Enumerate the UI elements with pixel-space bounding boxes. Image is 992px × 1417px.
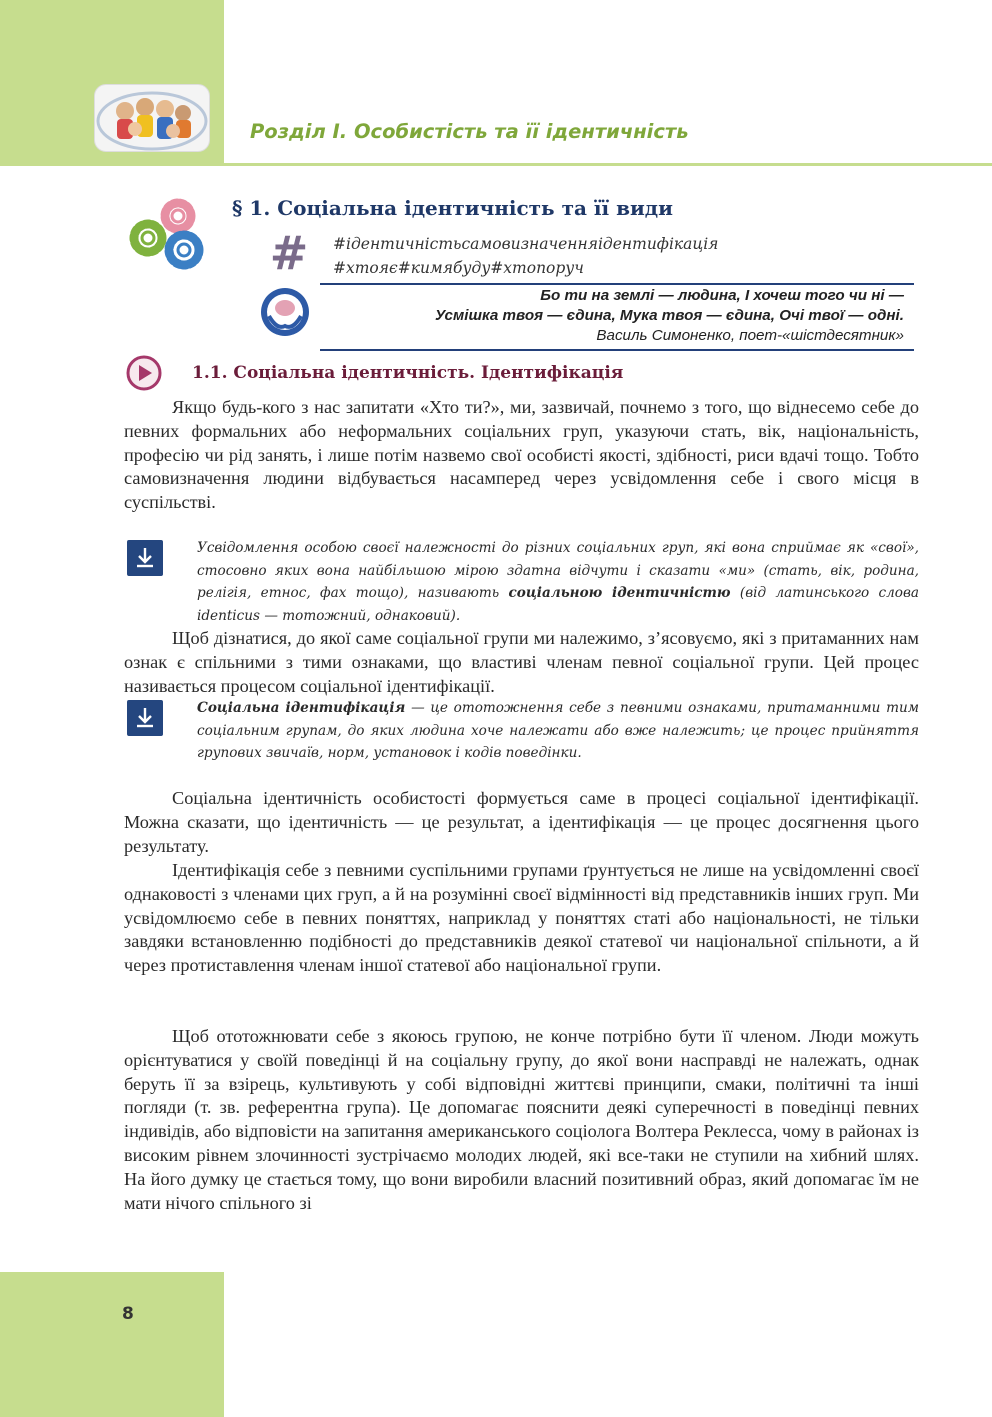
hashtag-icon: # [269,226,309,280]
body-paragraph: Соціальна ідентичність особистості формується саме в процесі соціальної ідентифікації. Можна сказати, що ідентичність — це результат, а ідентифікація — це процес досягнення цього результату. [124,788,919,856]
hashtag-line: #хтояє#кимябуду#хтопоруч [333,259,584,277]
play-icon [124,355,164,391]
hashtag-line: #ідентичністьсамовизначенняідентифікація [333,235,719,253]
epigraph-rule-top [320,283,914,285]
epigraph-line: Усмішка твоя — єдина, Мука твоя — єдина, Очі твої — одні. [435,307,904,324]
body-paragraph: Якщо будь-кого з нас запитати «Хто ти?», ми, зазвичай, почнемо з того, що віднесемо себе до певних формальних або неформальних соціальних груп, указуючи стать, вік, національність, професію чи рід занять, і лише потім назвемо свої особисті якості, здібності, риси вдачі тощо. Тобто самовизначення людини відбувається насамперед через усвідомлення себе і свого місця в суспільстві. [124,397,919,513]
epigraph-line: Бо ти на землі — людина, І хочеш того чи ні — [540,287,904,304]
chapter-title: Розділ І. Особистість та її ідентичність [250,120,689,143]
page-number: 8 [122,1304,134,1324]
subsection-title: 1.1. Соціальна ідентичність. Ідентифікація [192,363,624,383]
definition-icon [127,540,163,576]
section-title: § 1. Соціальна ідентичність та її види [232,196,673,220]
chapter-illustration-icon [94,84,210,152]
definition-term: Соціальна ідентифікація [197,700,406,716]
definition-social-identification: Соціальна ідентифікація — це ототожнення себе з певними ознаками, притаманними тим соціальним групам, до яких людина хоче належати або вже належить; це процес прийняття групових звичаїв, норм, установок і кодів поведінки. [197,700,920,761]
gears-icon [126,196,212,274]
body-paragraph: Щоб дізнатися, до якої саме соціальної групи ми належимо, з’ясовуємо, які з притаманних нам ознак є спільними з тими ознаками, що властиві членам певної соціальної групи. Цей процес називається процесом соціальної ідентифікації. [124,628,919,696]
definition-social-identity: Усвідомлення особою своєї належності до різних соціальних груп, які вона сприймає як «свої», стосовно яких вона найбільшою мірою здатна відчути і сказати «ми» (стать, вік, родина, релігія, етнос, фах тощо), називають соціальною ідентичністю (від латинського слова identicus — тотожний, однаковий). [197,540,920,624]
footer-green-band [0,1272,224,1417]
epigraph-author: Василь Симоненко, поет-«шістдесятник» [596,327,904,344]
definition-term: соціальною ідентичністю [508,585,731,601]
body-paragraph: Ідентифікація себе з певними суспільними групами ґрунтується не лише на усвідомленні своєї однаковості з членами цих груп, а й на розумінні своєї відмінності від представників інших груп. Ми усвідомлюємо себе в певних поняттях, наприклад у поняттях статі або національності, не тільки завдяки встановленню подібності до представників деякої статевої чи національної спільноти, а й через протиставлення членам іншої статевої або національної групи. [124,860,919,976]
epigraph-rule-bottom [320,349,914,351]
body-paragraph: Щоб ототожнювати себе з якоюсь групою, не конче потрібно бути її членом. Люди можуть орієнтуватися у своїй поведінці й на соціальну групу, до якої вони насправді не належать, однак беруть її за взірець, культивують у собі відповідні життєві принципи, смаки, політичні та інші погляди (т. зв. референтна група). Це допомагає пояснити деякі суперечності в поведінці певних індивідів, або відповісти на запитання американського соціолога Волтера Реклесса, чому в районах із високим рівнем злочинності зустрічаємо молодих людей, які все-таки не ступили на хибний шлях. На його думку це стається тому, що вони виробили власний позитивний образ, який допомагає їм не мати нічого спільного зі [124,1026,919,1213]
definition-icon [127,700,163,736]
brain-hands-icon [259,286,311,338]
header-rule [224,163,992,166]
